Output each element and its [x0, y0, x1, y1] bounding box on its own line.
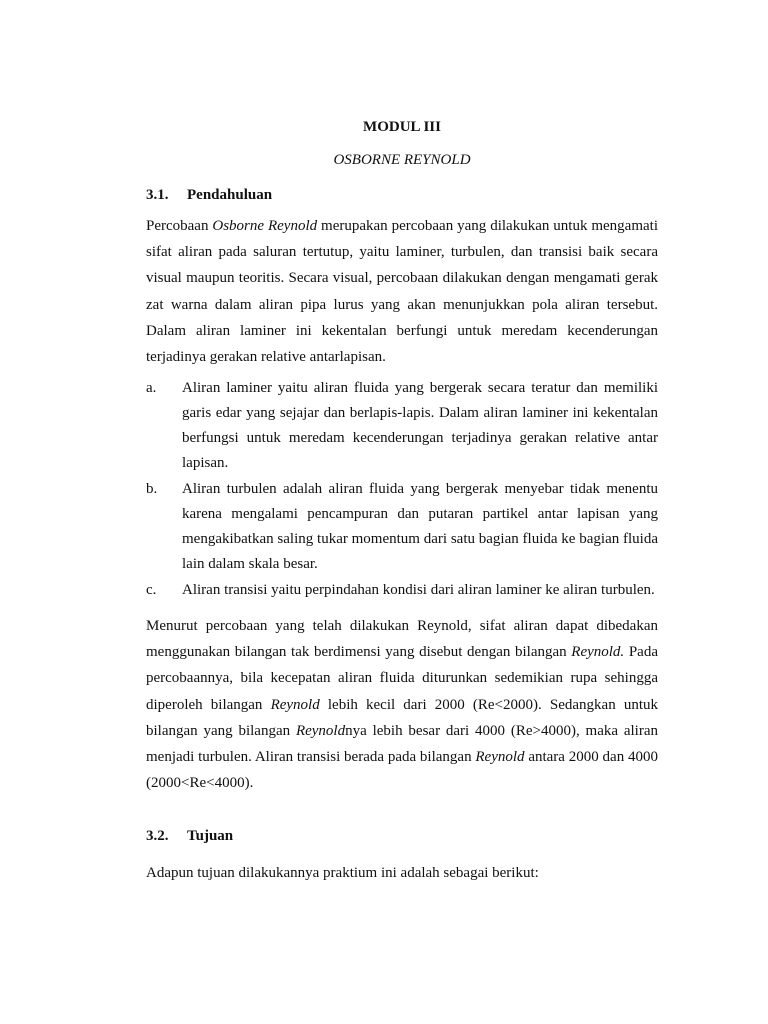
intro-text-1: Percobaan: [146, 218, 213, 234]
tujuan-paragraph: Adapun tujuan dilakukannya praktium ini adalah sebagai berikut:: [146, 865, 539, 881]
list-item-text: Aliran laminer yaitu aliran fluida yang bergerak secara teratur dan memiliki garis edar yang sejajar dan berlapis-lapis. Dalam aliran laminer ini kekentalan berfungsi untuk meredam kecenderungan terjadinya gerakan relative antar lapisan.: [182, 380, 658, 472]
reynold-text-1: Menurut percobaan yang telah dilakukan Reynold, sifat aliran dapat dibedakan menggunakan bilangan tak berdimensi yang disebut dengan bilangan: [146, 618, 658, 661]
section-title: Pendahuluan: [187, 187, 273, 203]
reynold-text-8: Reynold: [475, 749, 525, 766]
list-item-text: Aliran turbulen adalah aliran fluida yang bergerak menyebar tidak menentu karena mengalami pencampuran dan putaran partikel antar lapisan yang mengakibatkan saling tukar momentum dari satu bagian fluida ke bagian fluida lain dalam skala besar.: [182, 481, 658, 573]
section-number: 3.2.: [146, 828, 169, 844]
section-title: Tujuan: [187, 828, 234, 844]
list-marker: c.: [146, 582, 157, 598]
section-heading-pendahuluan: [146, 187, 272, 204]
section-heading-tujuan: [146, 828, 233, 845]
reynold-text-4: Reynold: [270, 696, 320, 713]
intro-text-3: merupakan percobaan yang dilakukan untuk mengamati sifat aliran pada saluran tertutup, yaitu laminer, turbulen, dan transisi baik secara visual maupun teoritis. Secara visual, percobaan dilakukan dengan mengamati gerak zat warna dalam aliran pipa lurus yang akan menunjukkan pola aliran tersebut. Dalam aliran laminer ini kekentalan berfungi untuk meredam kecenderungan terjadinya gerakan relative antarlapisan.: [146, 218, 659, 366]
reynold-text-7: nya lebih besar dari 4000 (Re>4000), maka aliran menjadi turbulen. Aliran transisi berada pada bilangan: [146, 722, 659, 766]
reynold-text-3: Pada percobaannya, bila kecepatan aliran fluida diturunkan sedemikian rupa sehingga diperoleh bilangan: [146, 644, 658, 713]
list-marker: b.: [146, 481, 158, 497]
reynold-text-2: Reynold.: [571, 644, 625, 661]
reynold-paragraph: [146, 613, 658, 796]
reynold-text-5: lebih kecil dari 2000 (Re<2000). Sedangkan untuk bilangan yang bilangan: [146, 696, 659, 739]
module-subtitle: OSBORNE REYNOLD: [333, 152, 471, 168]
intro-paragraph: [146, 213, 658, 370]
intro-text-2: Osborne Reynold: [212, 218, 318, 234]
reynold-text-9: antara 2000 dan 4000 (2000<Re<4000).: [146, 749, 659, 792]
module-title: MODUL III: [363, 119, 441, 135]
list-marker: a.: [146, 380, 157, 396]
reynold-text-6: Reynold: [295, 722, 346, 739]
list-item-text: Aliran transisi yaitu perpindahan kondisi dari aliran laminer ke aliran turbulen.: [182, 582, 655, 598]
section-number: 3.1.: [146, 187, 169, 203]
